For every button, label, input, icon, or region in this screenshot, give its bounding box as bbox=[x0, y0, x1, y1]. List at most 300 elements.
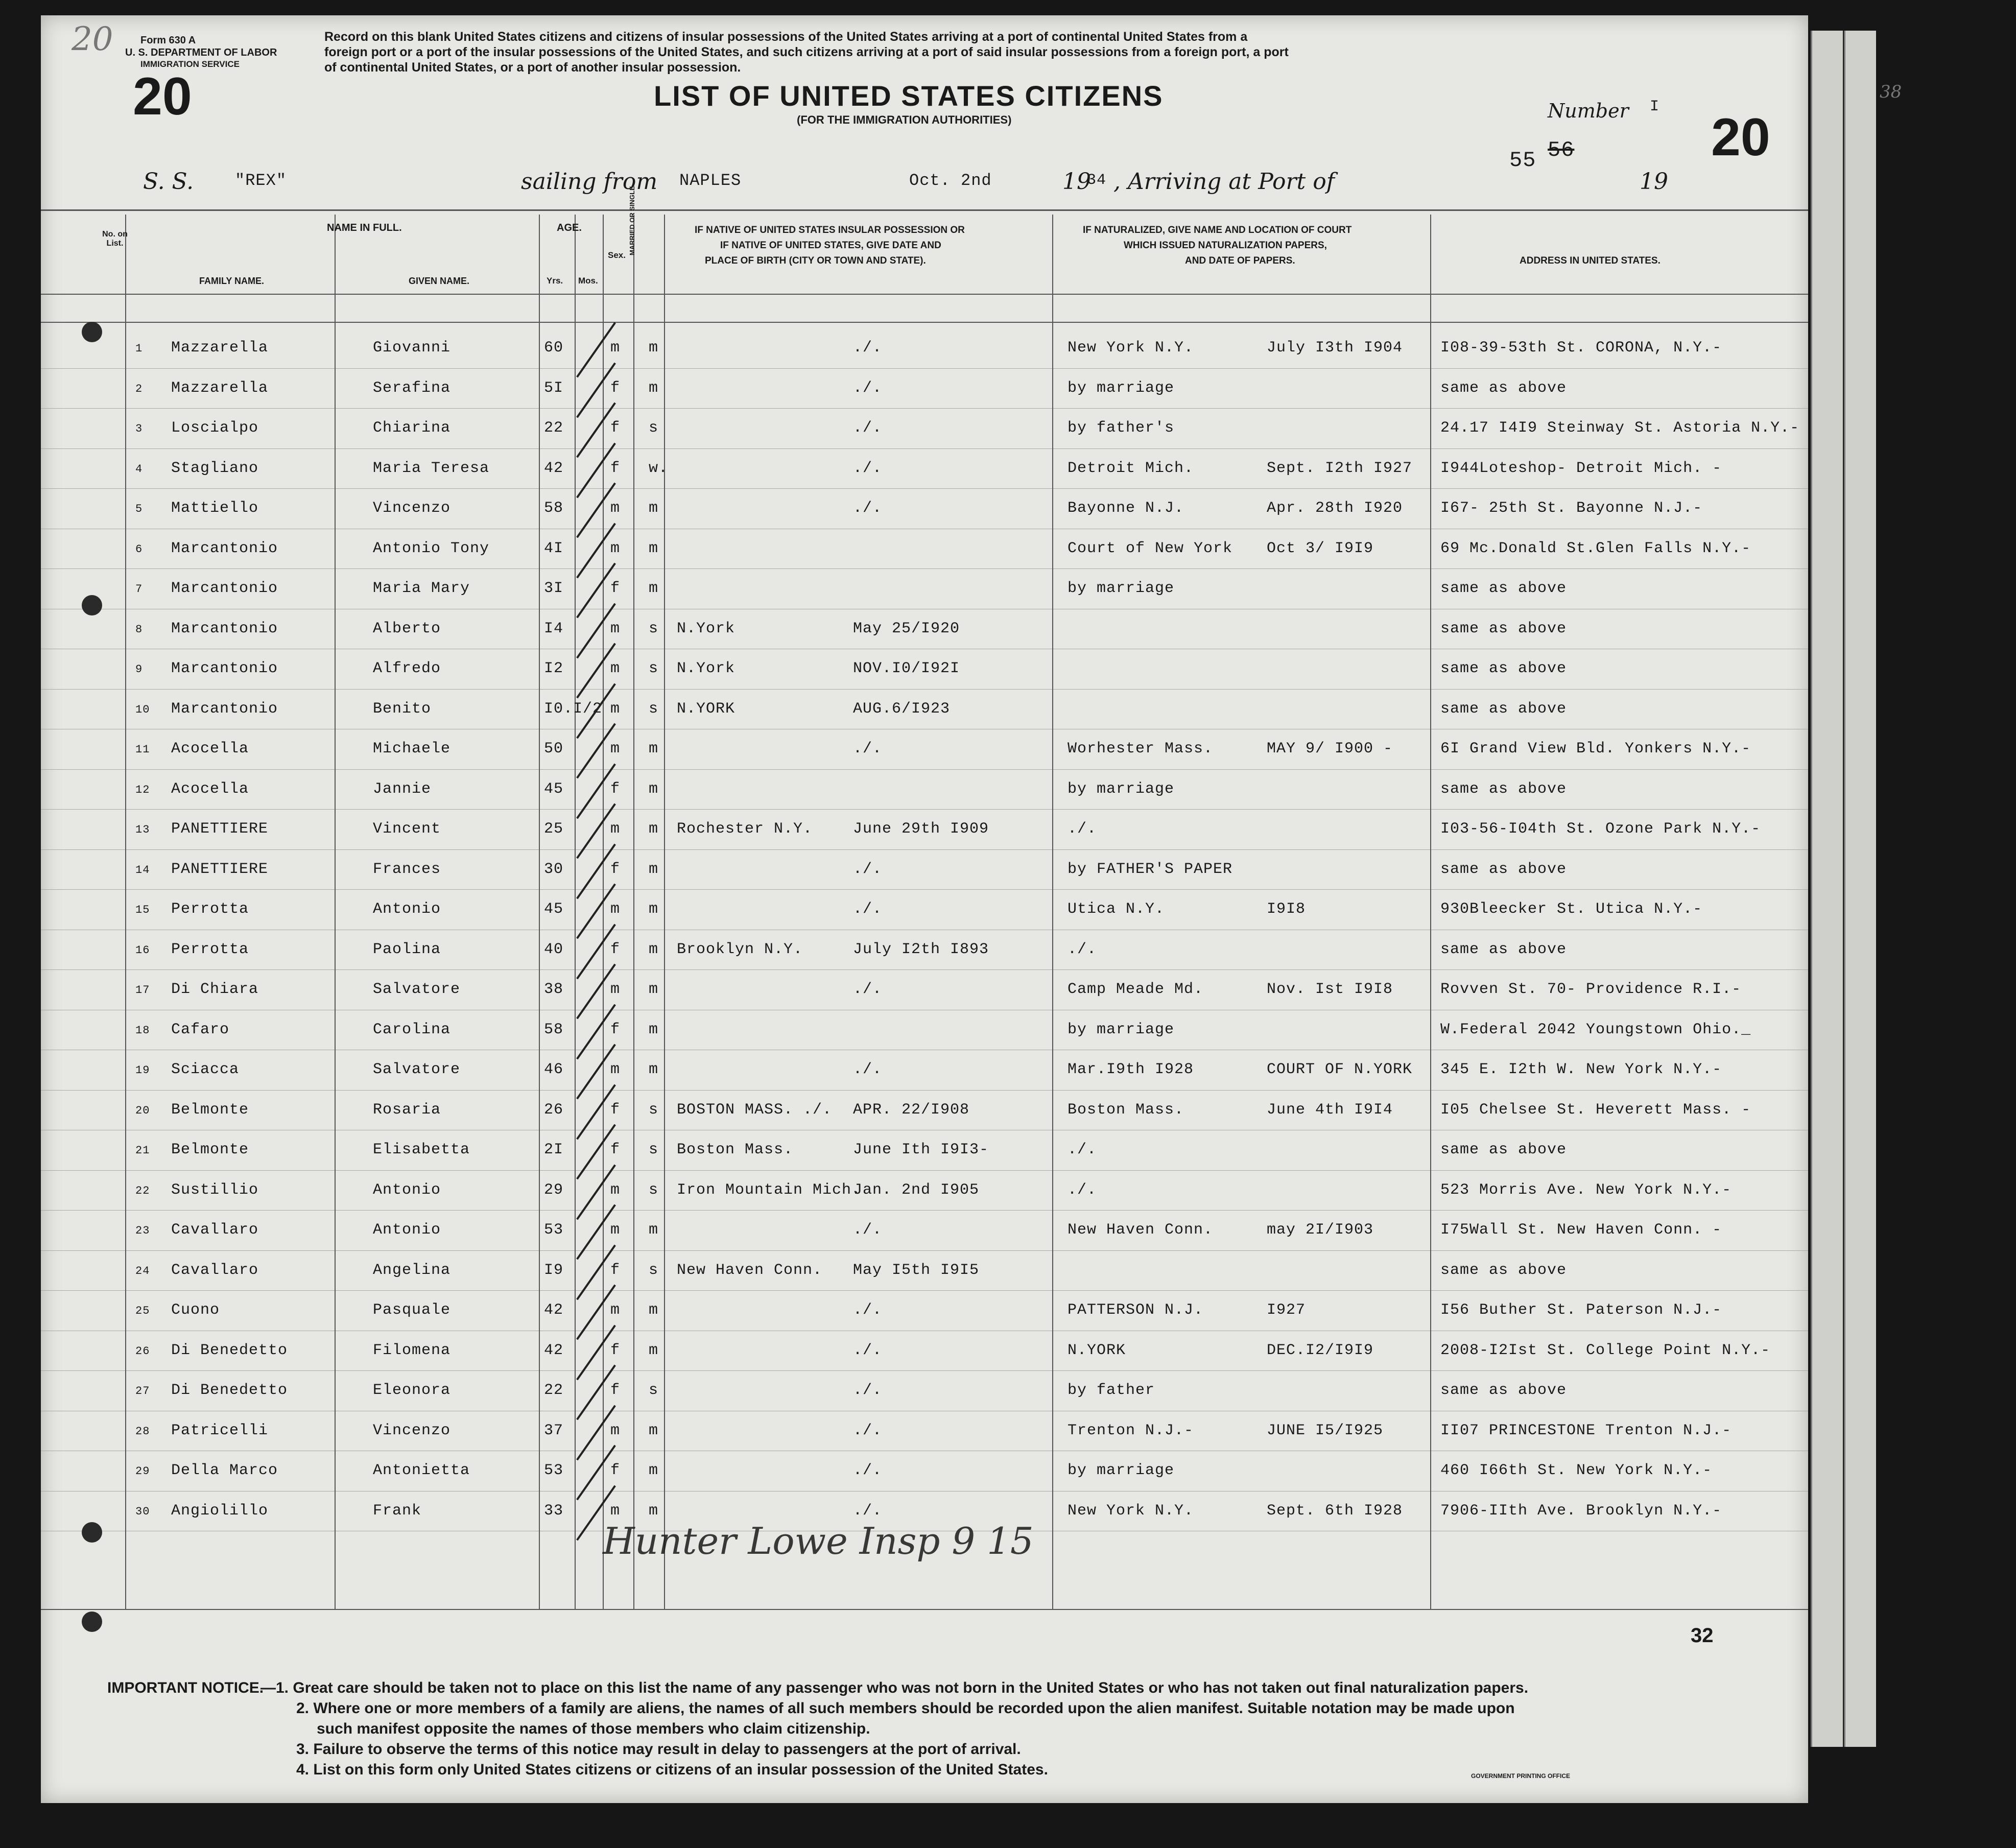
birth-date: ./. bbox=[853, 459, 883, 477]
naturalization-date: JUNE I5/I925 bbox=[1267, 1421, 1384, 1439]
given-name: Salvatore bbox=[373, 1061, 461, 1078]
col-header-nat-1: IF NATURALIZED, GIVE NAME AND LOCATION OF COURT bbox=[1083, 225, 1352, 235]
marital-status: m bbox=[649, 940, 659, 958]
sex: m bbox=[610, 820, 621, 838]
address: same as above bbox=[1440, 700, 1567, 718]
family-name: Cavallaro bbox=[171, 1261, 259, 1279]
sex: m bbox=[610, 1301, 621, 1319]
naturalization-court: by father's bbox=[1068, 419, 1175, 437]
family-name: Di Benedetto bbox=[171, 1341, 288, 1359]
family-name: Stagliano bbox=[171, 459, 259, 477]
col-header-family: FAMILY NAME. bbox=[199, 276, 265, 286]
marital-status: m bbox=[649, 860, 659, 878]
punch-hole-icon bbox=[82, 1522, 102, 1543]
naturalization-court: Boston Mass. bbox=[1068, 1101, 1184, 1119]
given-name: Frances bbox=[373, 860, 441, 878]
birth-date: ./. bbox=[853, 1061, 883, 1078]
number-value: I bbox=[1650, 98, 1660, 115]
address: 6I Grand View Bld. Yonkers N.Y.- bbox=[1440, 740, 1751, 757]
row-rule bbox=[41, 969, 1808, 970]
naturalization-date: Oct 3/ I9I9 bbox=[1267, 539, 1374, 557]
ship-name: "REX" bbox=[235, 171, 287, 190]
department: U. S. DEPARTMENT OF LABOR bbox=[125, 47, 277, 58]
row-number: 30 bbox=[135, 1505, 150, 1518]
family-name: Acocella bbox=[171, 740, 249, 757]
col-header-address: ADDRESS IN UNITED STATES. bbox=[1520, 255, 1661, 266]
arriving-label: , Arriving at Port of bbox=[1113, 169, 1335, 195]
sex: f bbox=[610, 1021, 621, 1038]
birth-date: ./. bbox=[853, 1462, 883, 1479]
sex: f bbox=[610, 580, 621, 597]
family-name: Marcantonio bbox=[171, 620, 278, 637]
age-years: 33 bbox=[544, 1502, 564, 1520]
family-name: Cafaro bbox=[171, 1021, 230, 1038]
row-number: 1 bbox=[135, 342, 143, 355]
given-name: Rosaria bbox=[373, 1101, 441, 1119]
family-name: Acocella bbox=[171, 780, 249, 798]
naturalization-date: June 4th I9I4 bbox=[1267, 1101, 1393, 1119]
age-years: 42 bbox=[544, 1301, 564, 1319]
address: same as above bbox=[1440, 580, 1567, 597]
address: 345 E. I2th W. New York N.Y.- bbox=[1440, 1061, 1722, 1078]
birth-date: ./. bbox=[853, 1301, 883, 1319]
sex: f bbox=[610, 940, 621, 958]
row-number: 13 bbox=[135, 823, 150, 836]
birth-date: Jan. 2nd I905 bbox=[853, 1181, 980, 1199]
birth-date: June 29th I909 bbox=[853, 820, 989, 838]
naturalization-court: ./. bbox=[1068, 1181, 1097, 1199]
birth-date: ./. bbox=[853, 1341, 883, 1359]
naturalization-date: July I3th I904 bbox=[1267, 339, 1403, 357]
row-number: 20 bbox=[135, 1104, 150, 1117]
given-name: Vincenzo bbox=[373, 500, 451, 517]
marital-status: s bbox=[649, 660, 659, 677]
header-bottom-rule bbox=[41, 294, 1808, 295]
row-number: 29 bbox=[135, 1465, 150, 1478]
naturalization-date: Sept. 6th I928 bbox=[1267, 1502, 1403, 1520]
marital-status: s bbox=[649, 1261, 659, 1279]
notice-item-4: 4. List on this form only United States citizens or citizens of an insular possession of the United States. bbox=[296, 1761, 1048, 1778]
row-rule bbox=[41, 889, 1808, 890]
row-number: 28 bbox=[135, 1425, 150, 1438]
naturalization-court: by marriage bbox=[1068, 379, 1175, 397]
col-divider-married bbox=[664, 215, 665, 1609]
col-divider-sex bbox=[633, 215, 634, 1609]
sex: f bbox=[610, 459, 621, 477]
age-years: 50 bbox=[544, 740, 564, 757]
address: I05 Chelsee St. Heverett Mass. - bbox=[1440, 1101, 1751, 1119]
row-rule bbox=[41, 1090, 1808, 1091]
naturalization-court: Worhester Mass. bbox=[1068, 740, 1214, 757]
naturalization-court: New Haven Conn. bbox=[1068, 1221, 1214, 1239]
address: I56 Buther St. Paterson N.J.- bbox=[1440, 1301, 1722, 1319]
naturalization-court: by marriage bbox=[1068, 780, 1175, 798]
given-name: Alberto bbox=[373, 620, 441, 637]
birth-date: June Ith I9I3- bbox=[853, 1141, 989, 1158]
row-number: 16 bbox=[135, 943, 150, 957]
col-divider-birth bbox=[1052, 215, 1053, 1609]
row-number: 23 bbox=[135, 1224, 150, 1237]
sex: m bbox=[610, 700, 621, 718]
naturalization-date: Sept. I2th I927 bbox=[1267, 459, 1413, 477]
naturalization-date: MAY 9/ I900 - bbox=[1267, 740, 1393, 757]
punch-hole-icon bbox=[82, 322, 102, 342]
sex: m bbox=[610, 1502, 621, 1520]
family-name: Patricelli bbox=[171, 1421, 269, 1439]
row-rule bbox=[41, 568, 1808, 569]
marital-status: m bbox=[649, 1301, 659, 1319]
row-rule bbox=[41, 769, 1808, 770]
marital-status: m bbox=[649, 740, 659, 757]
col-header-nat-3: AND DATE OF PAPERS. bbox=[1185, 255, 1295, 266]
col-divider-mos bbox=[603, 215, 604, 1609]
age-years: 58 bbox=[544, 1021, 564, 1038]
naturalization-date: Nov. Ist I9I8 bbox=[1267, 981, 1393, 998]
sex: m bbox=[610, 1421, 621, 1439]
given-name: Antonio bbox=[373, 1181, 441, 1199]
instruction-line-1: Record on this blank United States citizens and citizens of insular possessions of the United States arriving at a port of continental United States from a bbox=[324, 30, 1248, 44]
birth-place: Iron Mountain Mich. bbox=[677, 1181, 862, 1199]
row-number: 27 bbox=[135, 1385, 150, 1397]
birth-date: May I5th I9I5 bbox=[853, 1261, 980, 1279]
birth-date: ./. bbox=[853, 901, 883, 918]
birth-place: Brooklyn N.Y. bbox=[677, 940, 803, 958]
family-name: Mazzarella bbox=[171, 339, 269, 357]
row-rule bbox=[41, 849, 1808, 850]
header-bottom-rule-2 bbox=[41, 322, 1808, 323]
birth-place: N.York bbox=[677, 660, 736, 677]
row-number: 12 bbox=[135, 783, 150, 796]
age-years: 58 bbox=[544, 500, 564, 517]
sex: m bbox=[610, 500, 621, 517]
naturalization-court: by FATHER'S PAPER bbox=[1068, 860, 1233, 878]
age-years: 42 bbox=[544, 1341, 564, 1359]
col-header-mos: Mos. bbox=[578, 276, 598, 286]
sailing-date: Oct. 2nd bbox=[909, 171, 992, 190]
naturalization-court: Trenton N.J.- bbox=[1068, 1421, 1194, 1439]
col-header-married: MARRIED OR SINGLE. bbox=[628, 184, 636, 255]
service: IMMIGRATION SERVICE bbox=[140, 59, 240, 69]
naturalization-court: New York N.Y. bbox=[1068, 1502, 1194, 1520]
marital-status: s bbox=[649, 1141, 659, 1158]
address: 7906-IIth Ave. Brooklyn N.Y.- bbox=[1440, 1502, 1722, 1520]
notice-item-1: —1. Great care should be taken not to place on this list the name of any passenger who was not born in the United States or who has not taken out final naturalization papers. bbox=[260, 1679, 1529, 1696]
marital-status: m bbox=[649, 379, 659, 397]
row-number: 21 bbox=[135, 1144, 150, 1157]
notice-item-2-cont: such manifest opposite the names of those members who claim citizenship. bbox=[317, 1720, 870, 1737]
marital-status: m bbox=[649, 901, 659, 918]
row-number: 11 bbox=[135, 743, 150, 756]
birth-date: APR. 22/I908 bbox=[853, 1101, 970, 1119]
row-number: 2 bbox=[135, 382, 143, 395]
given-name: Pasquale bbox=[373, 1301, 451, 1319]
sex: m bbox=[610, 1181, 621, 1199]
family-name: Sustillio bbox=[171, 1181, 259, 1199]
given-name: Carolina bbox=[373, 1021, 451, 1038]
col-header-birth-1: IF NATIVE OF UNITED STATES INSULAR POSSESSION OR bbox=[695, 225, 965, 235]
marital-status: m bbox=[649, 1341, 659, 1359]
age-years: 46 bbox=[544, 1061, 564, 1078]
address: same as above bbox=[1440, 1141, 1567, 1158]
marital-status: s bbox=[649, 700, 659, 718]
marital-status: m bbox=[649, 580, 659, 597]
sailing-year: 34 bbox=[1087, 172, 1107, 189]
marital-status: s bbox=[649, 419, 659, 437]
given-name: Chiarina bbox=[373, 419, 451, 437]
family-name: Belmonte bbox=[171, 1141, 249, 1158]
col-header-nat-2: WHICH ISSUED NATURALIZATION PAPERS, bbox=[1124, 240, 1327, 251]
address: 2008-I2Ist St. College Point N.Y.- bbox=[1440, 1341, 1771, 1359]
notice-item-2: 2. Where one or more members of a family are aliens, the names of all such members should be recorded upon the alien manifest. Suitable notation may be made upon bbox=[296, 1700, 1515, 1717]
sex: f bbox=[610, 1462, 621, 1479]
naturalization-court: Detroit Mich. bbox=[1068, 459, 1194, 477]
marital-status: m bbox=[649, 1502, 659, 1520]
instruction-line-2: foreign port or a port of the insular possessions of the United States, and such citizens arriving at a port of said insular possessions from a foreign port, a port bbox=[324, 45, 1289, 59]
age-years: 25 bbox=[544, 820, 564, 838]
age-years: 22 bbox=[544, 419, 564, 437]
row-rule bbox=[41, 809, 1808, 810]
form-subtitle: (FOR THE IMMIGRATION AUTHORITIES) bbox=[797, 113, 1012, 126]
birth-place: N.YORK bbox=[677, 700, 736, 718]
row-rule bbox=[41, 448, 1808, 449]
printer-mark: GOVERNMENT PRINTING OFFICE bbox=[1471, 1772, 1571, 1780]
naturalization-court: New York N.Y. bbox=[1068, 339, 1194, 357]
age-years: I0.I/2 bbox=[544, 700, 603, 718]
col-divider-family bbox=[335, 215, 336, 1609]
row-number: 9 bbox=[135, 663, 143, 676]
birth-date: ./. bbox=[853, 379, 883, 397]
marital-status: w. bbox=[649, 459, 669, 477]
family-name: Della Marco bbox=[171, 1462, 278, 1479]
notice-label: IMPORTANT NOTICE. bbox=[107, 1679, 264, 1696]
given-name: Eleonora bbox=[373, 1382, 451, 1399]
page-corner-number: 20 bbox=[133, 67, 192, 126]
sex: f bbox=[610, 1341, 621, 1359]
row-rule bbox=[41, 1210, 1808, 1211]
birth-date: ./. bbox=[853, 740, 883, 757]
row-rule bbox=[41, 408, 1808, 409]
list-number-struck: 56 bbox=[1548, 138, 1575, 162]
family-name: PANETTIERE bbox=[171, 860, 269, 878]
address: I67- 25th St. Bayonne N.J.- bbox=[1440, 500, 1703, 517]
page-edge-strip bbox=[1844, 31, 1876, 1747]
sex: f bbox=[610, 1382, 621, 1399]
birth-date: ./. bbox=[853, 1382, 883, 1399]
age-years: I9 bbox=[544, 1261, 564, 1279]
family-name: Mazzarella bbox=[171, 379, 269, 397]
col-divider-naturalization bbox=[1430, 215, 1431, 1609]
notice-item-3: 3. Failure to observe the terms of this notice may result in delay to passengers at the port of arrival. bbox=[296, 1741, 1021, 1758]
age-years: 45 bbox=[544, 780, 564, 798]
naturalization-date: DEC.I2/I9I9 bbox=[1267, 1341, 1374, 1359]
naturalization-court: Utica N.Y. bbox=[1068, 901, 1165, 918]
naturalization-court: ./. bbox=[1068, 1141, 1097, 1158]
age-years: 42 bbox=[544, 459, 564, 477]
punch-hole-icon bbox=[82, 595, 102, 615]
row-number: 7 bbox=[135, 583, 143, 596]
family-name: Sciacca bbox=[171, 1061, 240, 1078]
row-rule bbox=[41, 488, 1808, 489]
birth-date: ./. bbox=[853, 1421, 883, 1439]
row-number: 8 bbox=[135, 623, 143, 636]
birth-date: NOV.I0/I92I bbox=[853, 660, 960, 677]
family-name: PANETTIERE bbox=[171, 820, 269, 838]
given-name: Alfredo bbox=[373, 660, 441, 677]
birth-date: July I2th I893 bbox=[853, 940, 989, 958]
top-right-mark: 38 bbox=[1880, 82, 1902, 102]
given-name: Michaele bbox=[373, 740, 451, 757]
address: 460 I66th St. New York N.Y.- bbox=[1440, 1462, 1713, 1479]
marital-status: s bbox=[649, 1101, 659, 1119]
sex: m bbox=[610, 1061, 621, 1078]
age-years: 37 bbox=[544, 1421, 564, 1439]
sex: f bbox=[610, 780, 621, 798]
marital-status: m bbox=[649, 1421, 659, 1439]
naturalization-court: by marriage bbox=[1068, 1021, 1175, 1038]
family-name: Di Benedetto bbox=[171, 1382, 288, 1399]
naturalization-court: Bayonne N.J. bbox=[1068, 500, 1184, 517]
col-divider-given bbox=[539, 215, 540, 1609]
birth-place: BOSTON MASS. ./. bbox=[677, 1101, 833, 1119]
given-name: Maria Teresa bbox=[373, 459, 490, 477]
birth-place: New Haven Conn. bbox=[677, 1261, 823, 1279]
age-years: I2 bbox=[544, 660, 564, 677]
row-rule bbox=[41, 1170, 1808, 1171]
sex: m bbox=[610, 539, 621, 557]
naturalization-court: Court of New York bbox=[1068, 539, 1233, 557]
sex: f bbox=[610, 1101, 621, 1119]
address: W.Federal 2042 Youngstown Ohio._ bbox=[1440, 1021, 1751, 1038]
address: 24.17 I4I9 Steinway St. Astoria N.Y.- bbox=[1440, 419, 1800, 437]
address: same as above bbox=[1440, 620, 1567, 637]
sex: f bbox=[610, 1261, 621, 1279]
col-header-no: No. on List. bbox=[102, 230, 128, 248]
age-years: 40 bbox=[544, 940, 564, 958]
row-number: 19 bbox=[135, 1064, 150, 1077]
address: 69 Mc.Donald St.Glen Falls N.Y.- bbox=[1440, 539, 1751, 557]
marital-status: s bbox=[649, 1382, 659, 1399]
birth-place: Rochester N.Y. bbox=[677, 820, 813, 838]
naturalization-court: ./. bbox=[1068, 940, 1097, 958]
given-name: Salvatore bbox=[373, 981, 461, 998]
manifest-sheet bbox=[41, 15, 1902, 1803]
row-number: 3 bbox=[135, 422, 143, 435]
address: same as above bbox=[1440, 1382, 1567, 1399]
given-name: Antonio bbox=[373, 1221, 441, 1239]
sex: m bbox=[610, 981, 621, 998]
family-name: Angiolillo bbox=[171, 1502, 269, 1520]
given-name: Frank bbox=[373, 1502, 422, 1520]
col-header-sex: Sex. bbox=[608, 250, 626, 260]
marital-status: m bbox=[649, 1061, 659, 1078]
sex: m bbox=[610, 740, 621, 757]
sex: f bbox=[610, 379, 621, 397]
age-years: 2I bbox=[544, 1141, 564, 1158]
naturalization-date: Apr. 28th I920 bbox=[1267, 500, 1403, 517]
sex: f bbox=[610, 860, 621, 878]
col-header-name-group: NAME IN FULL. bbox=[327, 222, 402, 233]
marital-status: m bbox=[649, 780, 659, 798]
instruction-line-3: of continental United States, or a port of another insular possession. bbox=[324, 60, 741, 75]
sex: f bbox=[610, 419, 621, 437]
col-header-age: AGE. bbox=[557, 222, 582, 233]
row-number: 18 bbox=[135, 1024, 150, 1037]
naturalization-date: COURT OF N.YORK bbox=[1267, 1061, 1413, 1078]
address: I944Loteshop- Detroit Mich. - bbox=[1440, 459, 1722, 477]
given-name: Giovanni bbox=[373, 339, 451, 357]
naturalization-court: by father bbox=[1068, 1382, 1155, 1399]
row-number: 15 bbox=[135, 904, 150, 916]
number-label: Number bbox=[1548, 100, 1629, 122]
row-number: 4 bbox=[135, 462, 143, 476]
given-name: Angelina bbox=[373, 1261, 451, 1279]
given-name: Benito bbox=[373, 700, 432, 718]
marital-status: m bbox=[649, 1221, 659, 1239]
family-name: Cuono bbox=[171, 1301, 220, 1319]
address: same as above bbox=[1440, 860, 1567, 878]
sex: m bbox=[610, 620, 621, 637]
age-years: I4 bbox=[544, 620, 564, 637]
age-years: 53 bbox=[544, 1462, 564, 1479]
family-name: Belmonte bbox=[171, 1101, 249, 1119]
age-years: 29 bbox=[544, 1181, 564, 1199]
address: same as above bbox=[1440, 660, 1567, 677]
given-name: Antonietta bbox=[373, 1462, 470, 1479]
given-name: Elisabetta bbox=[373, 1141, 470, 1158]
address: I08-39-53th St. CORONA, N.Y.- bbox=[1440, 339, 1722, 357]
list-number: 55 bbox=[1509, 148, 1536, 173]
birth-date: AUG.6/I923 bbox=[853, 700, 951, 718]
row-number: 6 bbox=[135, 542, 143, 556]
family-name: Marcantonio bbox=[171, 539, 278, 557]
row-rule bbox=[41, 689, 1808, 690]
marital-status: s bbox=[649, 1181, 659, 1199]
marital-status: m bbox=[649, 820, 659, 838]
age-years: 45 bbox=[544, 901, 564, 918]
naturalization-court: PATTERSON N.J. bbox=[1068, 1301, 1204, 1319]
col-header-birth-3: PLACE OF BIRTH (CITY OR TOWN AND STATE). bbox=[705, 255, 926, 266]
col-divider-no bbox=[125, 215, 126, 1609]
birth-date: ./. bbox=[853, 981, 883, 998]
sex: m bbox=[610, 660, 621, 677]
given-name: Vincent bbox=[373, 820, 441, 838]
age-years: 53 bbox=[544, 1221, 564, 1239]
address: 523 Morris Ave. New York N.Y.- bbox=[1440, 1181, 1732, 1199]
age-years: 26 bbox=[544, 1101, 564, 1119]
address: II07 PRINCESTONE Trenton N.J.- bbox=[1440, 1421, 1732, 1439]
col-header-birth-2: IF NATIVE OF UNITED STATES, GIVE DATE AND bbox=[720, 240, 941, 251]
sex: m bbox=[610, 1221, 621, 1239]
naturalization-date: I9I8 bbox=[1267, 901, 1306, 918]
birth-date: May 25/I920 bbox=[853, 620, 960, 637]
address: same as above bbox=[1440, 379, 1567, 397]
row-number: 25 bbox=[135, 1305, 150, 1317]
inspector-signature: Hunter Lowe Insp 9 15 bbox=[603, 1520, 1034, 1562]
col-header-yrs: Yrs. bbox=[547, 276, 563, 286]
row-number: 14 bbox=[135, 863, 150, 876]
age-years: 30 bbox=[544, 860, 564, 878]
naturalization-court: ./. bbox=[1068, 820, 1097, 838]
naturalization-court: Mar.I9th I928 bbox=[1068, 1061, 1194, 1078]
naturalization-court: by marriage bbox=[1068, 1462, 1175, 1479]
address: 930Bleecker St. Utica N.Y.- bbox=[1440, 901, 1703, 918]
age-years: 3I bbox=[544, 580, 564, 597]
naturalization-court: Camp Meade Md. bbox=[1068, 981, 1204, 998]
family-name: Mattiello bbox=[171, 500, 259, 517]
row-rule bbox=[41, 1370, 1808, 1371]
age-years: 22 bbox=[544, 1382, 564, 1399]
address: Rovven St. 70- Providence R.I.- bbox=[1440, 981, 1742, 998]
